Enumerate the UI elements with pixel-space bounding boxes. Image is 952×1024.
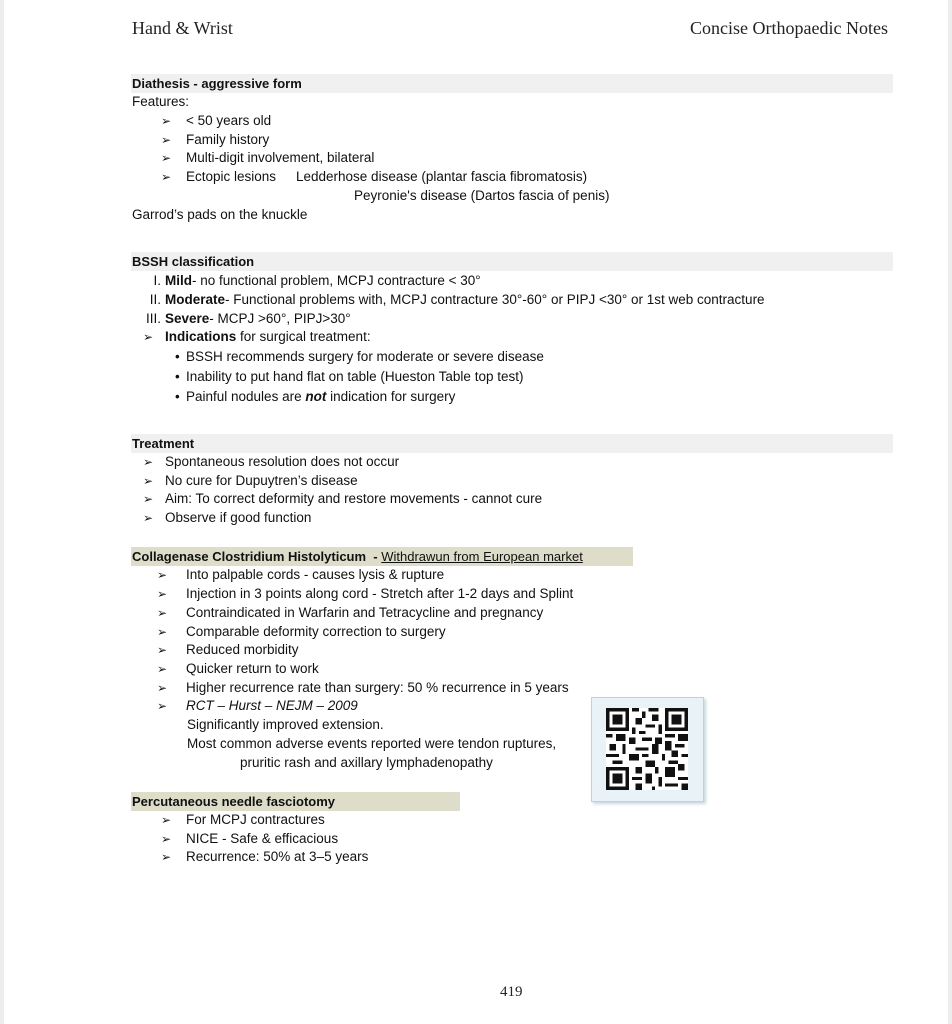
section-heading-bssh: BSSH classification bbox=[131, 252, 893, 271]
section-heading-collagenase: Collagenase Clostridium Histolyticum - Withdrawun from European market bbox=[131, 547, 633, 566]
header-right: Concise Orthopaedic Notes bbox=[690, 18, 888, 38]
arrow-bullet-icon: ➢ bbox=[157, 662, 168, 676]
qr-code-icon bbox=[606, 708, 688, 790]
grade-severe: Severe- MCPJ >60°, PIPJ>30° bbox=[165, 311, 351, 326]
arrow-bullet-icon: ➢ bbox=[157, 568, 168, 582]
roman-numeral: III. bbox=[145, 311, 161, 326]
rct-line-1: Significantly improved extension. bbox=[187, 717, 384, 732]
list-item: Observe if good function bbox=[165, 510, 312, 525]
list-item: Painful nodules are not indication for surgery bbox=[186, 389, 456, 404]
grade-mild: Mild- no functional problem, MCPJ contracture < 30° bbox=[165, 273, 481, 288]
header-left: Hand & Wrist bbox=[132, 18, 233, 38]
arrow-bullet-icon: ➢ bbox=[157, 625, 168, 639]
page-number: 419 bbox=[500, 984, 523, 1000]
list-item: Inability to put hand flat on table (Hueston Table top test) bbox=[186, 369, 524, 384]
arrow-bullet-icon: ➢ bbox=[157, 699, 168, 713]
arrow-bullet-icon: ➢ bbox=[157, 587, 168, 601]
arrow-bullet-icon: ➢ bbox=[161, 151, 172, 165]
list-item: Spontaneous resolution does not occur bbox=[165, 454, 400, 469]
list-item: Multi-digit involvement, bilateral bbox=[186, 150, 375, 165]
list-item: Injection in 3 points along cord - Stretch after 1-2 days and Splint bbox=[186, 586, 574, 601]
garrod-text: Garrod’s pads on the knuckle bbox=[132, 207, 308, 222]
list-item: Comparable deformity correction to surgery bbox=[186, 624, 446, 639]
list-item: NICE - Safe & efficacious bbox=[186, 831, 339, 846]
arrow-bullet-icon: ➢ bbox=[157, 606, 168, 620]
document-page bbox=[4, 0, 948, 1024]
arrow-bullet-icon: ➢ bbox=[161, 170, 172, 184]
roman-numeral: II. bbox=[149, 292, 161, 307]
list-item-rct: RCT – Hurst – NEJM – 2009 bbox=[186, 698, 358, 713]
rct-line-2: Most common adverse events reported were tendon ruptures, bbox=[187, 736, 557, 751]
list-item: Contraindicated in Warfarin and Tetracycline and pregnancy bbox=[186, 605, 544, 620]
arrow-bullet-icon: ➢ bbox=[143, 474, 154, 488]
features-label: Features: bbox=[132, 94, 190, 109]
arrow-bullet-icon: ➢ bbox=[157, 681, 168, 695]
list-item: Ectopic lesions bbox=[186, 169, 277, 184]
arrow-bullet-icon: ➢ bbox=[143, 330, 154, 344]
qr-code-frame[interactable] bbox=[591, 697, 704, 802]
list-item: Family history bbox=[186, 132, 270, 147]
list-item: Reduced morbidity bbox=[186, 642, 299, 657]
section-heading-diathesis: Diathesis - aggressive form bbox=[131, 74, 893, 93]
list-item: No cure for Dupuytren’s disease bbox=[165, 473, 358, 488]
rct-line-3: pruritic rash and axillary lymphadenopathy bbox=[240, 755, 493, 770]
list-item: < 50 years old bbox=[186, 113, 272, 128]
arrow-bullet-icon: ➢ bbox=[143, 511, 154, 525]
list-item: For MCPJ contractures bbox=[186, 812, 325, 827]
section-heading-fasciotomy: Percutaneous needle fasciotomy bbox=[131, 792, 460, 811]
bullet-dot-icon: • bbox=[175, 349, 180, 364]
arrow-bullet-icon: ➢ bbox=[143, 492, 154, 506]
bullet-dot-icon: • bbox=[175, 369, 180, 384]
ectopic-lesion-1: Ledderhose disease (plantar fascia fibromatosis) bbox=[296, 169, 588, 184]
ectopic-lesion-2: Peyronie's disease (Dartos fascia of penis) bbox=[354, 188, 610, 203]
list-item: Into palpable cords - causes lysis & rupture bbox=[186, 567, 445, 582]
arrow-bullet-icon: ➢ bbox=[161, 114, 172, 128]
arrow-bullet-icon: ➢ bbox=[161, 813, 172, 827]
arrow-bullet-icon: ➢ bbox=[161, 133, 172, 147]
arrow-bullet-icon: ➢ bbox=[157, 643, 168, 657]
list-item: Quicker return to work bbox=[186, 661, 319, 676]
arrow-bullet-icon: ➢ bbox=[161, 850, 172, 864]
section-heading-treatment: Treatment bbox=[131, 434, 893, 453]
list-item: Recurrence: 50% at 3–5 years bbox=[186, 849, 369, 864]
roman-numeral: I. bbox=[153, 273, 161, 288]
arrow-bullet-icon: ➢ bbox=[143, 455, 154, 469]
arrow-bullet-icon: ➢ bbox=[161, 832, 172, 846]
list-item: Higher recurrence rate than surgery: 50 % recurrence in 5 years bbox=[186, 680, 569, 695]
grade-moderate: Moderate- Functional problems with, MCPJ contracture 30°-60° or PIPJ <30° or 1st web contracture bbox=[165, 292, 765, 307]
list-item: Aim: To correct deformity and restore movements - cannot cure bbox=[165, 491, 543, 506]
bullet-dot-icon: • bbox=[175, 389, 180, 404]
list-item: BSSH recommends surgery for moderate or severe disease bbox=[186, 349, 544, 364]
indications-line: Indications for surgical treatment: bbox=[165, 329, 371, 344]
